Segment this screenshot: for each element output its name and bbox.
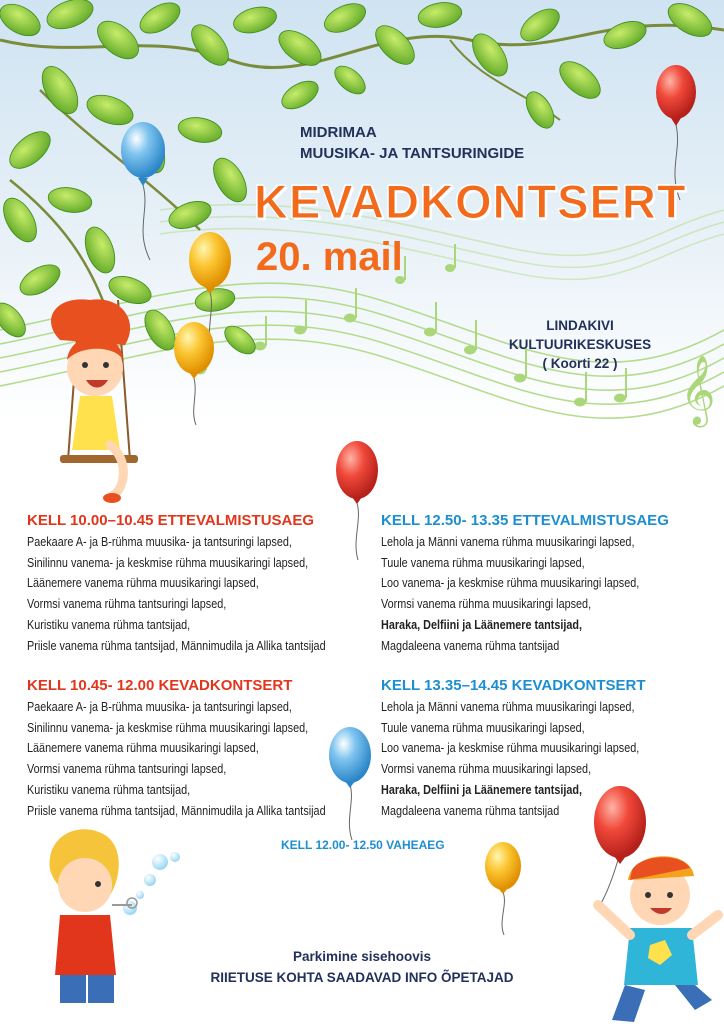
schedule-block-title: KELL 12.50- 13.35 ETTEVALMISTUSAEG <box>381 512 669 529</box>
organizer-line-1: MIDRIMAA <box>300 124 377 141</box>
schedule-block-1 <box>27 512 374 656</box>
group-item: Tuule vanema rühma muusikaringi lapsed, <box>381 555 585 570</box>
group-item: Läänemere vanema rühma muusikaringi lapsed, <box>27 576 259 591</box>
organizer-line-2: MUUSIKA- JA TANTSURINGIDE <box>300 145 525 162</box>
parking-note: Parkimine sisehoovis <box>292 949 432 964</box>
boy-with-balloon-illustration <box>598 856 718 1022</box>
group-item: Loo vanema- ja keskmise rühma muusikaringi lapsed, <box>381 741 640 756</box>
group-item: Paekaare A- ja B-rühma muusika- ja tantsuringi lapsed, <box>27 700 292 714</box>
group-item: Haraka, Delfiini ja Läänemere tantsijad, <box>381 617 583 632</box>
event-title: KEVADKONTSERT <box>254 175 687 228</box>
group-item: Priisle vanema rühma tantsijad, Männimudila ja Allika tantsijad <box>27 638 326 653</box>
group-item: Kuristiku vanema rühma tantsijad, <box>27 782 191 797</box>
group-item: Vormsi vanema rühma tantsuringi lapsed, <box>27 762 227 777</box>
group-item: Läänemere vanema rühma muusikaringi lapsed, <box>27 741 259 756</box>
girl-on-swing-illustration <box>51 299 138 503</box>
schedule-block-title: KELL 10.00–10.45 ETTEVALMISTUSAEG <box>27 512 315 529</box>
group-item: Haraka, Delfiini ja Läänemere tantsijad, <box>381 782 583 797</box>
schedule-group-list <box>27 697 326 821</box>
group-item: Loo vanema- ja keskmise rühma muusikaringi lapsed, <box>381 576 640 591</box>
group-item: Magdaleena vanema rühma tantsijad <box>381 638 560 653</box>
group-item: Kuristiku vanema rühma tantsijad, <box>27 617 191 632</box>
venue-block <box>490 316 670 373</box>
schedule-block-title: KELL 10.45- 12.00 KEVADKONTSERT <box>27 677 293 694</box>
schedule-group-list <box>381 532 639 656</box>
group-item: Priisle vanema rühma tantsijad, Männimudila ja Allika tantsijad <box>27 803 326 818</box>
schedule-group-list <box>381 697 639 821</box>
schedule-block-4 <box>381 677 681 821</box>
venue-line-2: KULTUURIKESKUSES <box>508 337 652 352</box>
balloon-yellow-middle-icon <box>174 322 214 425</box>
schedule-block-2 <box>381 512 681 656</box>
group-item: Lehola ja Männi vanema rühma muusikaringi lapsed, <box>381 535 635 549</box>
group-item: Sinilinnu vanema- ja keskmise rühma muusikaringi lapsed, <box>27 720 309 735</box>
venue-address: ( Koorti 22 ) <box>542 356 618 371</box>
schedule-group-list <box>27 532 326 656</box>
group-item: Vormsi vanema rühma muusikaringi lapsed, <box>381 597 592 612</box>
treble-clef-icon: 𝄞 <box>680 355 716 425</box>
group-item: Magdaleena vanema rühma tantsijad <box>381 803 560 818</box>
group-item: Sinilinnu vanema- ja keskmise rühma muusikaringi lapsed, <box>27 555 309 570</box>
group-item: Paekaare A- ja B-rühma muusika- ja tantsuringi lapsed, <box>27 535 292 549</box>
balloon-yellow-bottom-icon <box>485 842 521 935</box>
schedule-block-title: KELL 13.35–14.45 KEVADKONTSERT <box>381 677 646 694</box>
group-item: Vormsi vanema rühma muusikaringi lapsed, <box>381 762 592 777</box>
group-item: Vormsi vanema rühma tantsuringi lapsed, <box>27 597 227 612</box>
break-time: KELL 12.00- 12.50 VAHEAEG <box>281 838 445 852</box>
schedule-block-3 <box>27 677 374 821</box>
event-date: 20. mail <box>256 235 403 279</box>
group-item: Lehola ja Männi vanema rühma muusikaringi lapsed, <box>381 700 635 714</box>
venue-line-1: LINDAKIVI <box>546 318 614 333</box>
clothing-note: RIIETUSE KOHTA SAADAVAD INFO ÕPETAJAD <box>210 970 514 985</box>
group-item: Tuule vanema rühma muusikaringi lapsed, <box>381 720 585 735</box>
